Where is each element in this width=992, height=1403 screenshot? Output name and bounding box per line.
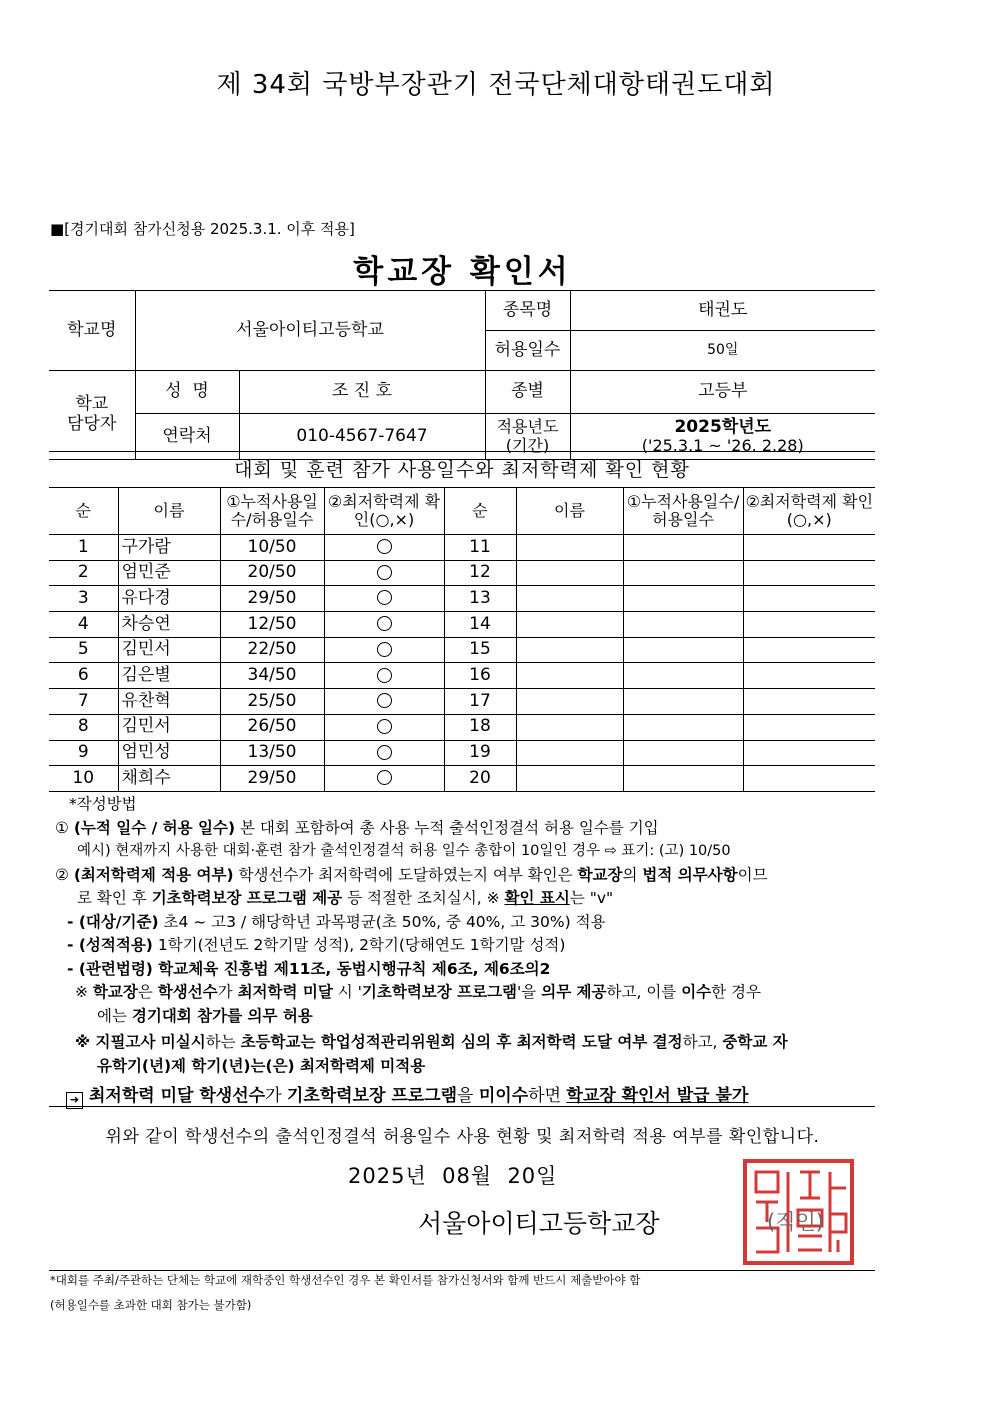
- row-days: 29/50: [220, 586, 324, 612]
- circle-mark-icon: [377, 565, 392, 580]
- row-check-right: [743, 766, 875, 792]
- row-name-right: [516, 612, 623, 638]
- row-days: 26/50: [220, 714, 324, 740]
- school-name-value: 서울아이티고등학교: [135, 291, 485, 371]
- col-header-check: ②최저학력제 확인(○,×): [324, 488, 444, 535]
- row-name-right: [516, 714, 623, 740]
- row-days-right: [623, 560, 743, 586]
- table-row: [49, 689, 875, 715]
- row-no-right: 12: [444, 560, 516, 586]
- row-check-right: [743, 535, 875, 561]
- row-name-right: [516, 740, 623, 766]
- note2-line2-b: 등 적절한 조치실시, ※: [342, 889, 505, 907]
- warning-line: [66, 1081, 748, 1109]
- roster-table: [49, 487, 875, 792]
- row-no-right: 11: [444, 535, 516, 561]
- star2-line2: 유학기(년)제 학기(년)는(은) 최저학력제 미적용: [97, 1056, 426, 1075]
- row-check: [324, 766, 444, 792]
- col-header-days: ①누적사용일수/허용일수: [220, 488, 324, 535]
- star1-bold2: 학생선수: [157, 983, 218, 1001]
- footnote-submission: *대회를 주최/주관하는 단체는 학교에 재학중인 학생선수인 경우 본 확인서를 참가신청서와 함께 반드시 제출받아야 함: [50, 1273, 641, 1287]
- row-check-right: [743, 663, 875, 689]
- note2-line2-bold: 기초학력보장 프로그램 제공: [151, 889, 343, 907]
- row-days: 25/50: [220, 689, 324, 715]
- row-name: 김은별: [118, 663, 220, 689]
- row-name-right: [516, 535, 623, 561]
- star1-a: ※: [75, 983, 93, 1001]
- table-row: [49, 586, 875, 612]
- row-days-right: [623, 766, 743, 792]
- row-no-right: 20: [444, 766, 516, 792]
- footnote-limit: (허용일수를 초과한 대회 참가는 불가함): [50, 1298, 252, 1312]
- star1-c: 가: [217, 983, 238, 1001]
- table-row: [49, 766, 875, 792]
- circle-mark-icon: [377, 590, 392, 605]
- note2-bold-d: 법적 의무사항: [642, 865, 738, 884]
- seal-mark: (직인): [767, 1210, 824, 1234]
- notes-heading: *작성방법: [69, 795, 137, 813]
- table-row: [49, 535, 875, 561]
- col-header-no-right: 순: [444, 488, 516, 535]
- table-row: [49, 663, 875, 689]
- table-row: [49, 612, 875, 638]
- circle-mark-icon: [377, 616, 392, 631]
- star2-bold2: 초등학교는 학업성적관리위원회 심의 후 최저학력 도달 여부 결정: [240, 1033, 683, 1051]
- star1-f: 하고, 이를: [606, 983, 682, 1001]
- note2-line2-a: 로 확인 후: [77, 889, 152, 907]
- star2-bold1: ※ 지필고사 미실시: [75, 1033, 206, 1051]
- row-check: [324, 612, 444, 638]
- issue-date: 2025년 08월 20일: [348, 1164, 558, 1188]
- note1-mark: ①: [55, 818, 69, 837]
- bullet3-bold: - (관련법령) 학교체육 진흥법 제11조, 동법시행규칙 제6조, 제6조의2: [67, 959, 551, 978]
- event-value: 태권도: [570, 291, 875, 331]
- row-name: 엄민성: [118, 740, 220, 766]
- warning-c: 기초학력보장 프로그램: [286, 1086, 458, 1106]
- row-name: 김민서: [118, 714, 220, 740]
- note2-mark: ②: [55, 865, 69, 884]
- warning-a: 최저학력 미달 학생선수: [89, 1086, 266, 1106]
- row-no: 9: [49, 740, 118, 766]
- row-check-right: [743, 586, 875, 612]
- star1-bold4: 기초학력보장 프로그램: [361, 983, 518, 1001]
- note2-line2-c: 는 "v": [569, 889, 614, 907]
- row-no-right: 17: [444, 689, 516, 715]
- bullet2-text: 1학기(전년도 2학기말 성적), 2학기(당해연도 1학기말 성적): [152, 936, 566, 954]
- table-row: [49, 560, 875, 586]
- bullet1-text: 초4 ~ 고3 / 해당학년 과목평균(초 50%, 중 40%, 고 30%) 적용: [158, 912, 606, 931]
- col-header-check-right: ②최저학력제 확인(○,×): [743, 488, 875, 535]
- row-name-right: [516, 560, 623, 586]
- row-check: [324, 663, 444, 689]
- col-header-name: 이름: [118, 488, 220, 535]
- row-no: 7: [49, 689, 118, 715]
- period-value: ('25.3.1 ~ '26. 2.28): [641, 436, 804, 456]
- star2-b: 하고,: [682, 1033, 723, 1051]
- row-days-right: [623, 612, 743, 638]
- row-no: 1: [49, 535, 118, 561]
- row-check: [324, 586, 444, 612]
- name-label: 성 명: [135, 371, 239, 414]
- row-check: [324, 637, 444, 663]
- row-no: 8: [49, 714, 118, 740]
- row-check: [324, 560, 444, 586]
- row-days: 22/50: [220, 637, 324, 663]
- row-no-right: 18: [444, 714, 516, 740]
- row-name-right: [516, 637, 623, 663]
- row-check-right: [743, 714, 875, 740]
- note2-text-a: 학생선수가 최저학력에 도달하였는지 여부 확인은: [233, 865, 578, 884]
- row-no-right: 15: [444, 637, 516, 663]
- contact-value: 010-4567-7647: [239, 414, 485, 460]
- contact-label: 연락처: [135, 414, 239, 460]
- row-name-right: [516, 766, 623, 792]
- star1-d: 시 ': [332, 983, 362, 1001]
- note2-line2-underline: 확인 표시: [504, 889, 570, 907]
- star1-bold5: 의무 제공: [541, 983, 607, 1001]
- col-header-name-right: 이름: [516, 488, 623, 535]
- row-no: 3: [49, 586, 118, 612]
- row-name-right: [516, 586, 623, 612]
- note2-bold-b: 학교장: [577, 865, 623, 884]
- note2-text-c: 의: [622, 865, 643, 884]
- note1-example: 예시) 현재까지 사용한 대회·훈련 참가 출석인정결석 허용 일수 총합이 10일인 경우 ⇨ 표기: (고) 10/50: [77, 843, 731, 859]
- footer-divider: [49, 1270, 875, 1271]
- school-info-table: [49, 290, 875, 460]
- row-check-right: [743, 740, 875, 766]
- row-no-right: 16: [444, 663, 516, 689]
- row-days-right: [623, 535, 743, 561]
- note2-bold: (최저학력제 적용 여부): [73, 865, 234, 884]
- row-days-right: [623, 637, 743, 663]
- application-notice: ■[경기대회 참가신청용 2025.3.1. 이후 적용]: [50, 220, 355, 238]
- row-no: 6: [49, 663, 118, 689]
- school-name-label: 학교명: [49, 291, 135, 371]
- row-days-right: [623, 663, 743, 689]
- allowed-days-label: 허용일수: [485, 331, 570, 371]
- year-label: 적용년도 (기간): [485, 414, 570, 460]
- allowed-days-value: 50일: [570, 331, 875, 371]
- row-check: [324, 689, 444, 715]
- box-arrow-icon: ➜: [66, 1092, 83, 1109]
- star1-e: '을: [517, 983, 542, 1001]
- star2-a: 하는: [205, 1033, 241, 1051]
- row-name: 김민서: [118, 637, 220, 663]
- warning-d: 을: [457, 1086, 479, 1106]
- name-value: 조 진 호: [239, 371, 485, 414]
- star1-line2-a: 에는: [97, 1006, 132, 1025]
- row-days: 13/50: [220, 740, 324, 766]
- warning-g: 학교장 확인서 발급 불가: [566, 1086, 749, 1106]
- row-no-right: 14: [444, 612, 516, 638]
- confirmation-statement: 위와 같이 학생선수의 출석인정결석 허용일수 사용 현황 및 최저학력 적용 여부를 확인합니다.: [105, 1127, 820, 1147]
- row-days-right: [623, 689, 743, 715]
- row-no: 4: [49, 612, 118, 638]
- row-check-right: [743, 689, 875, 715]
- row-name: 유다경: [118, 586, 220, 612]
- row-name: 엄민준: [118, 560, 220, 586]
- circle-mark-icon: [377, 693, 392, 708]
- row-check-right: [743, 637, 875, 663]
- star1-bold3: 최저학력 미달: [237, 983, 333, 1001]
- row-no: 2: [49, 560, 118, 586]
- row-check: [324, 740, 444, 766]
- bullet2-bold: - (성적적용): [67, 936, 153, 954]
- row-check-right: [743, 560, 875, 586]
- col-header-days-right: ①누적사용일수/ 허용일수: [623, 488, 743, 535]
- category-value: 고등부: [570, 371, 875, 414]
- note1-text: 본 대회 포함하여 총 사용 누적 출석인정결석 허용 일수를 기입: [235, 818, 659, 837]
- row-name-right: [516, 689, 623, 715]
- table-row: [49, 714, 875, 740]
- row-days-right: [623, 586, 743, 612]
- manager-label: 학교 담당자: [49, 371, 135, 460]
- star1-bold6: 이수: [681, 983, 712, 1001]
- circle-mark-icon: [377, 719, 392, 734]
- row-days-right: [623, 740, 743, 766]
- star1-line2-bold: 경기대회 참가를 의무 허용: [131, 1006, 313, 1025]
- row-no: 5: [49, 637, 118, 663]
- row-days: 12/50: [220, 612, 324, 638]
- document-title: 학교장 확인서: [353, 254, 572, 290]
- circle-mark-icon: [377, 539, 392, 554]
- row-name: 유찬혁: [118, 689, 220, 715]
- row-name: 차승연: [118, 612, 220, 638]
- row-days: 20/50: [220, 560, 324, 586]
- principal-name: 서울아이티고등학교장: [418, 1209, 660, 1238]
- event-label: 종목명: [485, 291, 570, 331]
- circle-mark-icon: [377, 642, 392, 657]
- row-no-right: 19: [444, 740, 516, 766]
- row-check: [324, 535, 444, 561]
- row-no-right: 13: [444, 586, 516, 612]
- note1-bold: (누적 일수 / 허용 일수): [73, 818, 236, 837]
- category-label: 종별: [485, 371, 570, 414]
- row-name: 구가람: [118, 535, 220, 561]
- row-check-right: [743, 612, 875, 638]
- star2-bold3: 중학교 자: [722, 1033, 788, 1051]
- row-no: 10: [49, 766, 118, 792]
- circle-mark-icon: [377, 745, 392, 760]
- divider: [49, 1106, 875, 1107]
- row-check: [324, 714, 444, 740]
- table-row: [49, 740, 875, 766]
- star1-g: 한 경우: [711, 983, 762, 1001]
- row-days: 10/50: [220, 535, 324, 561]
- row-days-right: [623, 714, 743, 740]
- table-row: [49, 637, 875, 663]
- note2-text-e: 이므: [737, 865, 768, 884]
- writing-instructions: [55, 793, 885, 1078]
- status-section-title: 대회 및 훈련 참가 사용일수와 최저학력제 확인 현황: [49, 451, 875, 488]
- warning-b: 가: [265, 1086, 287, 1106]
- row-name-right: [516, 663, 623, 689]
- col-header-no: 순: [49, 488, 118, 535]
- warning-e: 미이수: [478, 1086, 529, 1106]
- circle-mark-icon: [377, 668, 392, 683]
- year-value: 2025학년도: [674, 416, 772, 437]
- page-title: 제 34회 국방부장관기 전국단체대항태권도대회: [216, 70, 776, 100]
- row-days: 34/50: [220, 663, 324, 689]
- circle-mark-icon: [377, 770, 392, 785]
- bullet1-bold: - (대상/기준): [67, 912, 159, 931]
- star1-bold1: 학교장: [92, 983, 138, 1001]
- star1-b: 은: [137, 983, 158, 1001]
- row-name: 채희수: [118, 766, 220, 792]
- warning-f: 하면: [528, 1086, 567, 1106]
- row-days: 29/50: [220, 766, 324, 792]
